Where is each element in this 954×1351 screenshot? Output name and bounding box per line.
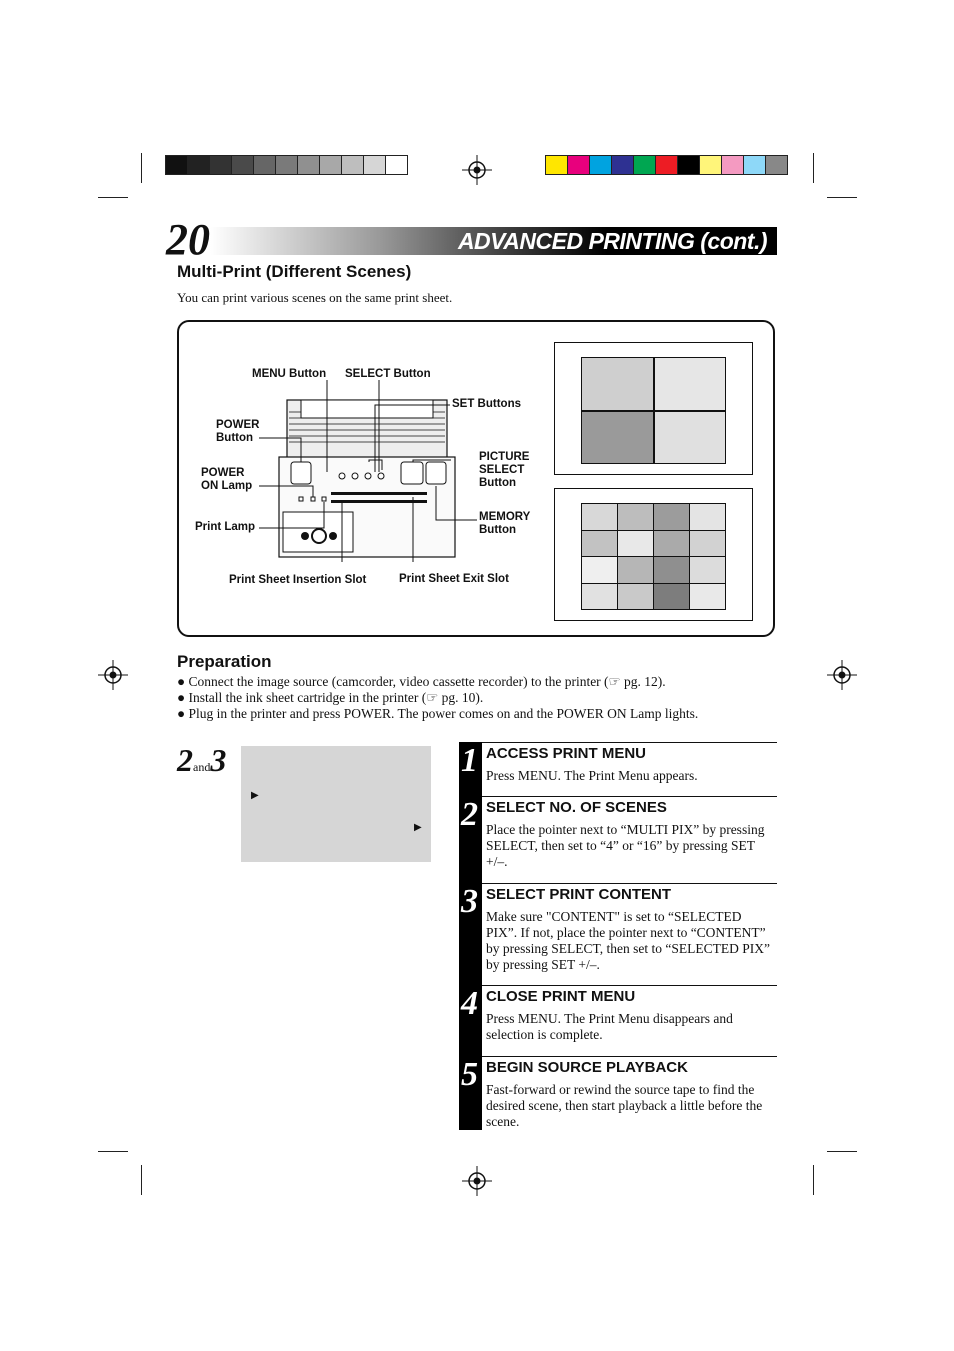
scene-thumbnail (654, 504, 689, 530)
scene-thumbnail (582, 412, 653, 464)
steps-reference (177, 742, 226, 779)
sixteen-scene-print-sample (554, 488, 753, 621)
crop-mark (141, 153, 142, 183)
registration-mark-icon (462, 1166, 492, 1196)
color-swatch (743, 155, 766, 175)
color-swatch (589, 155, 612, 175)
scene-thumbnail (582, 584, 617, 610)
page-number: 20 (166, 215, 210, 264)
scene-thumbnail (582, 358, 653, 410)
scene-thumbnail (618, 504, 653, 530)
color-swatch (677, 155, 700, 175)
color-swatch (545, 155, 568, 175)
intro-text: You can print various scenes on the same print sheet. (177, 290, 453, 305)
crop-mark (813, 153, 814, 183)
preparation-item-text: Connect the image source (camcorder, video cassette recorder) to the printer (☞ pg. 12). (188, 674, 666, 689)
scene-thumbnail (582, 531, 617, 557)
step-number: 3 (461, 883, 478, 920)
preparation-item-text: Install the ink sheet cartridge in the printer (☞ pg. 10). (188, 690, 484, 705)
scene-thumbnail (655, 412, 726, 464)
gray-swatch (231, 155, 254, 175)
crop-mark (141, 1165, 142, 1195)
header-bar (210, 227, 777, 255)
registration-mark-icon (827, 660, 857, 690)
printer-diagram (177, 320, 775, 637)
crop-mark (827, 197, 857, 198)
gray-swatch (275, 155, 298, 175)
color-swatch (765, 155, 788, 175)
color-swatch (567, 155, 590, 175)
scene-thumbnail (582, 504, 617, 530)
preparation-title: Preparation (177, 652, 272, 671)
gray-swatch (253, 155, 276, 175)
print-lamp-label: Print Lamp (195, 521, 256, 533)
step-divider (482, 985, 777, 986)
power-on-lamp-label: POWER ON Lamp (201, 467, 253, 492)
step-body: Press MENU. The Print Menu disappears and selection is complete. (486, 1011, 733, 1042)
step-divider (482, 796, 777, 797)
crop-mark (827, 1151, 857, 1152)
step-divider (482, 742, 777, 743)
section-title: Multi-Print (Different Scenes) (177, 262, 412, 281)
select-button-label: SELECT Button (345, 368, 431, 380)
memory-button-label: MEMORY Button (479, 511, 531, 536)
step-body: Place the pointer next to “MULTI PIX” by pressing SELECT, then set to “4” or “16” by pressing SET +/–. (486, 822, 765, 869)
list-item: ● Install the ink sheet cartridge in the printer (☞ pg. 10). (177, 690, 484, 705)
picture-select-button-label: PICTURE SELECT Button (479, 451, 530, 489)
scene-thumbnail (690, 531, 725, 557)
step-title: ACCESS PRINT MENU (486, 745, 647, 762)
step-ref-and: and (193, 760, 211, 774)
scene-thumbnail (618, 531, 653, 557)
color-swatch (721, 155, 744, 175)
gray-swatch (297, 155, 320, 175)
pointer-icon: ▶ (251, 790, 259, 801)
scene-thumbnail (654, 584, 689, 610)
scene-thumbnail (654, 557, 689, 583)
step-title: SELECT PRINT CONTENT (486, 886, 672, 903)
step-title: SELECT NO. OF SCENES (486, 799, 667, 816)
scene-thumbnail (582, 557, 617, 583)
list-item: ● Plug in the printer and press POWER. The power comes on and the POWER ON Lamp lights. (177, 706, 699, 721)
gray-swatch (341, 155, 364, 175)
set-buttons-label: SET Buttons (452, 398, 521, 410)
menu-button-label: MENU Button (252, 368, 327, 380)
color-swatch (655, 155, 678, 175)
scene-thumbnail (655, 358, 726, 410)
scene-thumbnail (654, 531, 689, 557)
gray-swatch (187, 155, 210, 175)
gray-swatch (319, 155, 342, 175)
scene-thumbnail (690, 584, 725, 610)
scene-thumbnail (618, 584, 653, 610)
step-ref-number: 3 (210, 742, 227, 778)
step-number: 5 (461, 1056, 478, 1093)
power-button-label: POWER Button (216, 419, 260, 444)
step-body: Make sure "CONTENT" is set to “SELECTED PIX”. If not, place the pointer next to “CONTENT” by pressing SELECT, then set to “SELECTED PIX” by pressing SET +/–. (486, 909, 770, 972)
step-title: CLOSE PRINT MENU (486, 988, 636, 1005)
preparation-item-text: Plug in the printer and press POWER. The power comes on and the POWER ON Lamp lights. (188, 706, 699, 721)
color-swatch (699, 155, 722, 175)
exit-slot-label: Print Sheet Exit Slot (399, 573, 509, 585)
scene-thumbnail (690, 557, 725, 583)
step-ref-number: 2 (177, 742, 193, 778)
crop-mark (813, 1165, 814, 1195)
gray-swatch (385, 155, 408, 175)
gray-swatch (363, 155, 386, 175)
scene-thumbnail (618, 557, 653, 583)
color-swatch (633, 155, 656, 175)
step-body: Press MENU. The Print Menu appears. (486, 768, 698, 783)
step-number: 2 (461, 796, 478, 833)
step-divider (482, 1056, 777, 1057)
crop-mark (98, 197, 128, 198)
scene-thumbnail (690, 504, 725, 530)
registration-mark-icon (98, 660, 128, 690)
pointer-icon: ▶ (414, 822, 422, 833)
print-menu-screen (241, 746, 431, 862)
step-number: 1 (461, 742, 478, 779)
four-scene-print-sample (554, 342, 753, 475)
gray-swatch (209, 155, 232, 175)
step-divider (482, 883, 777, 884)
list-item: ● Connect the image source (camcorder, video cassette recorder) to the printer (☞ pg. 12). (177, 674, 666, 689)
registration-mark-icon (462, 155, 492, 185)
step-body: Fast-forward or rewind the source tape to find the desired scene, then start playback a little before the scene. (486, 1082, 763, 1129)
step-title: BEGIN SOURCE PLAYBACK (486, 1059, 688, 1076)
step-number: 4 (461, 985, 478, 1022)
page-title: ADVANCED PRINTING (cont.) (457, 228, 767, 254)
color-swatch (611, 155, 634, 175)
insertion-slot-label: Print Sheet Insertion Slot (229, 574, 367, 586)
gray-swatch (165, 155, 188, 175)
crop-mark (98, 1151, 128, 1152)
